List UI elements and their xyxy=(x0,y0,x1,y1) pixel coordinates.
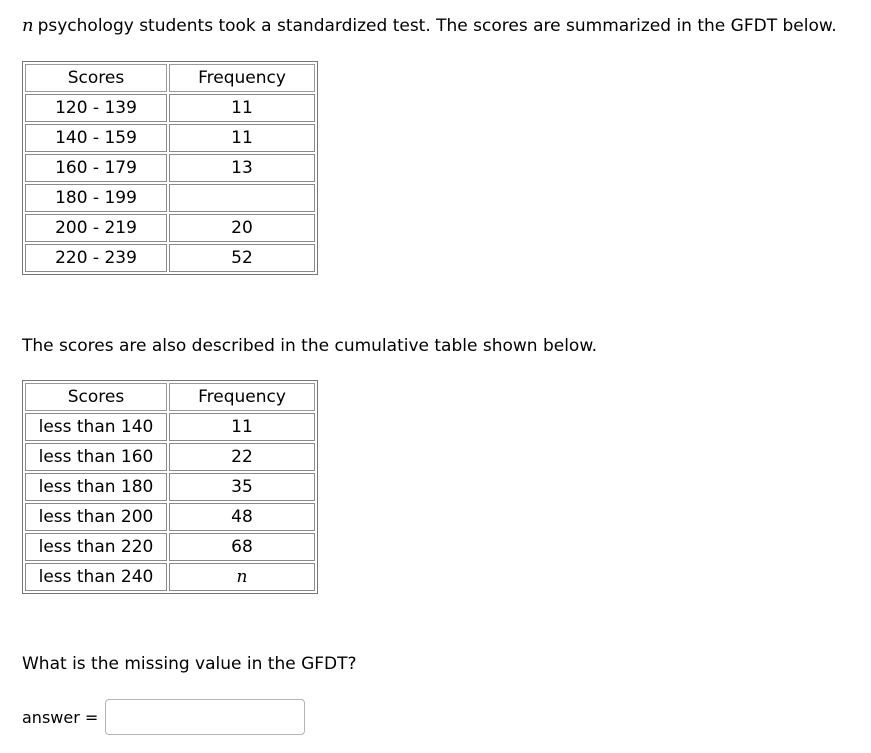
frequency-cell: 48 xyxy=(169,503,315,531)
scores-cell: 180 - 199 xyxy=(25,184,167,212)
scores-cell: 160 - 179 xyxy=(25,154,167,182)
variable-n: n xyxy=(22,15,34,36)
problem-statement xyxy=(22,15,837,36)
column-header-scores: Scores xyxy=(25,383,167,411)
scores-cell: 140 - 159 xyxy=(25,124,167,152)
gfdt-table xyxy=(22,61,318,275)
frequency-cell: 11 xyxy=(169,94,315,122)
table-row xyxy=(25,214,315,242)
scores-cell: less than 140 xyxy=(25,413,167,441)
frequency-cell: 13 xyxy=(169,154,315,182)
table-header-row xyxy=(25,64,315,92)
table-row xyxy=(25,533,315,561)
answer-row xyxy=(22,699,305,735)
column-header-scores: Scores xyxy=(25,64,167,92)
table-row xyxy=(25,94,315,122)
frequency-cell: 11 xyxy=(169,413,315,441)
table-row xyxy=(25,413,315,441)
table-row xyxy=(25,443,315,471)
scores-cell: 200 - 219 xyxy=(25,214,167,242)
scores-cell: 220 - 239 xyxy=(25,244,167,272)
frequency-cell: 68 xyxy=(169,533,315,561)
table-row xyxy=(25,503,315,531)
frequency-cell: 35 xyxy=(169,473,315,501)
table-header-row xyxy=(25,383,315,411)
frequency-cell: 52 xyxy=(169,244,315,272)
frequency-cell-missing xyxy=(169,184,315,212)
frequency-cell-variable-n: n xyxy=(169,563,315,591)
question-text: What is the missing value in the GFDT? xyxy=(22,654,357,674)
problem-statement-text: psychology students took a standardized test. The scores are summarized in the GFDT below. xyxy=(37,16,837,36)
scores-cell: less than 240 xyxy=(25,563,167,591)
column-header-frequency: Frequency xyxy=(169,383,315,411)
scores-cell: 120 - 139 xyxy=(25,94,167,122)
table-row xyxy=(25,154,315,182)
scores-cell: less than 160 xyxy=(25,443,167,471)
table-row xyxy=(25,473,315,501)
cumulative-intro-text: The scores are also described in the cumulative table shown below. xyxy=(22,336,598,356)
scores-cell: less than 220 xyxy=(25,533,167,561)
table-row xyxy=(25,124,315,152)
cumulative-table xyxy=(22,380,318,594)
scores-cell: less than 180 xyxy=(25,473,167,501)
table-row xyxy=(25,184,315,212)
frequency-cell: 11 xyxy=(169,124,315,152)
table-row xyxy=(25,244,315,272)
answer-label: answer = xyxy=(22,707,99,727)
answer-input[interactable] xyxy=(105,699,305,735)
table-row xyxy=(25,563,315,591)
frequency-cell: 20 xyxy=(169,214,315,242)
column-header-frequency: Frequency xyxy=(169,64,315,92)
frequency-cell: 22 xyxy=(169,443,315,471)
scores-cell: less than 200 xyxy=(25,503,167,531)
